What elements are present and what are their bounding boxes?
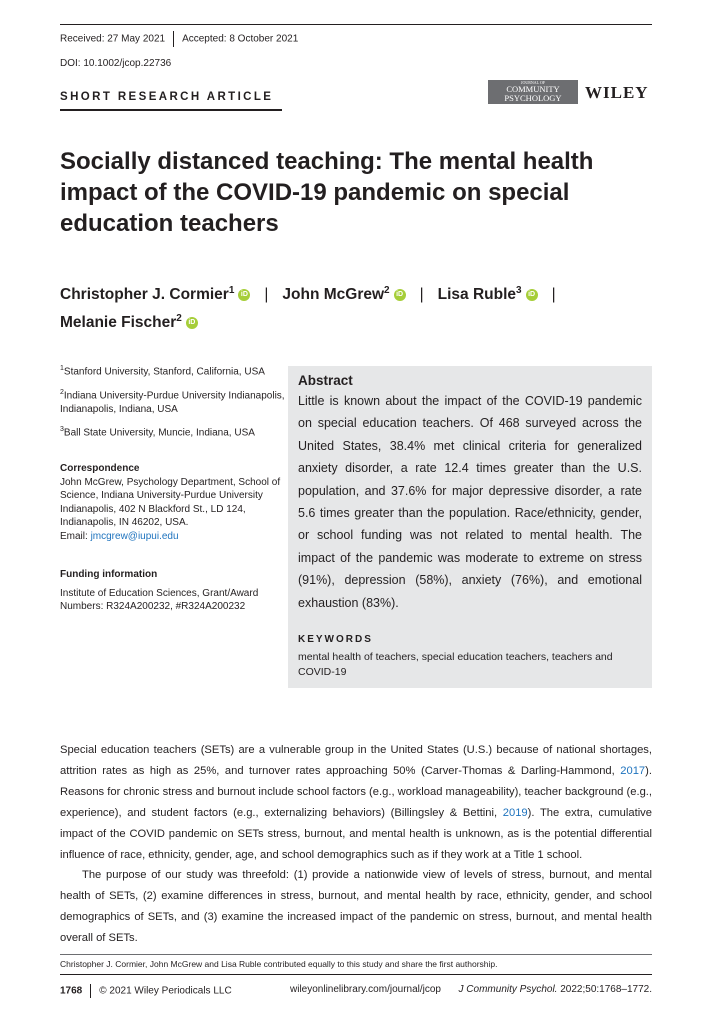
orcid-icon[interactable]: iD <box>526 289 538 301</box>
header-divider <box>173 31 174 47</box>
author[interactable]: Lisa Ruble$^3$ <box>437 285 522 304</box>
orcid-icon[interactable]: iD <box>238 289 250 301</box>
journal-logo-small: JOURNAL OF <box>520 80 546 85</box>
affiliations <box>60 362 285 440</box>
author-list: Christopher J. Cormier$^1$ iD | John McGrew$^2$ iD | Lisa Ruble$^3$ iD | Melanie Fischer$^2$ iD <box>60 285 556 332</box>
correspondence-heading: Correspondence <box>60 463 140 474</box>
body-text <box>60 740 652 949</box>
citation-link[interactable]: 2017 <box>620 764 646 777</box>
email-link[interactable]: jmcgrew@iupui.edu <box>90 530 179 542</box>
citation: J Community Psychol. 2022;50:1768–1772. <box>458 984 652 995</box>
article-type: SHORT RESEARCH ARTICLE <box>60 91 274 103</box>
journal-logo-line1: COMMUNITY <box>506 84 560 94</box>
header-dates <box>60 31 298 47</box>
affiliation: $^2$Indiana University-Purdue University Indianapolis, Indianapolis, Indiana, USA <box>60 388 285 415</box>
citation-link[interactable]: 2019 <box>502 806 528 819</box>
abstract-box <box>288 366 652 688</box>
body-paragraph: Special education teachers (SETs) are a vulnerable group in the United States (U.S.) because of national shortages, attrition rates as high as 25%, and turnover rates approaching 50% (Carver-Thomas & Darling-Hammond, 2017). Reasons for chronic stress and burnout include school factors (e.g., workload manageability), teacher background (e.g., experience), and student factors (e.g., externalizing behaviors) (Billingsley & Bettini, 2019). The extra, cumulative impact of the COVID pandemic on SETs stress, burnout, and mental health is unknown, as is the potential differential influence of race, ethnicity, gender, age, and school demographics such as if they work at a Title 1 school. <box>60 744 653 861</box>
correspondence <box>60 462 285 543</box>
doi[interactable]: DOI: 10.1002/jcop.22736 <box>60 58 172 69</box>
orcid-icon[interactable]: iD <box>186 317 198 329</box>
footer <box>60 984 652 1000</box>
author[interactable]: John McGrew$^2$ <box>282 285 390 304</box>
keywords-text: mental health of teachers, special education teachers, teachers and COVID-19 <box>298 651 613 678</box>
article-type-underline <box>60 109 282 111</box>
abstract-text: Little is known about the impact of the COVID-19 pandemic on special education teachers. Of 468 surveyed across the United States, 38.4% met clinical criteria for generalized anxiety disorder, a rate 12.4 times greater than the U.S. population, and 37.6% for major depressive disorder, a rate 5.6 times greater than the population. Race/ethnicity, gender, or school funding was not related to mental health. The impact of the pandemic was moderate to extreme on stress (91%), depression (58%), anxiety (76%), and emotional exhaustion (83%). <box>298 394 642 610</box>
funding-text: Institute of Education Sciences, Grant/Award Numbers: R324A200232, #R324A200232 <box>60 587 259 612</box>
affiliation: $^1$Stanford University, Stanford, California, USA <box>60 365 265 378</box>
header-rule-top <box>60 24 652 25</box>
correspondence-text: John McGrew, Psychology Department, School of Science, Indiana University-Purdue University Indianapolis, 402 N Blackford St., LD 124, Indianapolis, IN 46202, USA. <box>60 476 281 528</box>
accepted-date: Accepted: 8 October 2021 <box>182 33 299 45</box>
page-number: 1768 <box>60 985 83 997</box>
author[interactable]: Christopher J. Cormier$^1$ <box>60 285 235 304</box>
footnote: Christopher J. Cormier, John McGrew and Lisa Ruble contributed equally to this study and share the first authorship. <box>60 959 498 969</box>
footer-rule <box>60 974 652 975</box>
copyright: © 2021 Wiley Periodicals LLC <box>99 985 232 997</box>
author[interactable]: Melanie Fischer$^2$ <box>60 313 182 332</box>
received-date: Received: 27 May 2021 <box>60 33 166 45</box>
body-paragraph: The purpose of our study was threefold: (1) provide a nationwide view of levels of stress, burnout, and mental health of SETs, (2) examine differences in stress, burnout, and mental health by race, ethnicity, gender, and school demographics of SETs, and (3) examine the increased impact of the pandemic on stress, burnout, and mental health overall of SETs. <box>60 869 652 945</box>
affiliation: $^3$Ball State University, Muncie, Indiana, USA <box>60 426 255 439</box>
funding <box>60 568 285 614</box>
footnote-rule <box>60 954 652 955</box>
journal-logo <box>488 80 578 104</box>
page-title: Socially distanced teaching: The mental health impact of the COVID-19 pandemic on special education teachers <box>60 148 594 238</box>
funding-heading: Funding information <box>60 569 158 580</box>
journal-logo-line2: PSYCHOLOGY <box>504 92 562 103</box>
orcid-icon[interactable]: iD <box>394 289 406 301</box>
correspondence-email: Email: jmcgrew@iupui.edu <box>60 530 179 542</box>
footer-divider <box>90 984 91 998</box>
keywords-heading: KEYWORDS <box>298 634 373 645</box>
abstract-heading: Abstract <box>298 373 353 388</box>
journal-url[interactable]: wileyonlinelibrary.com/journal/jcop <box>290 984 441 995</box>
wiley-logo: WILEY <box>585 83 649 102</box>
